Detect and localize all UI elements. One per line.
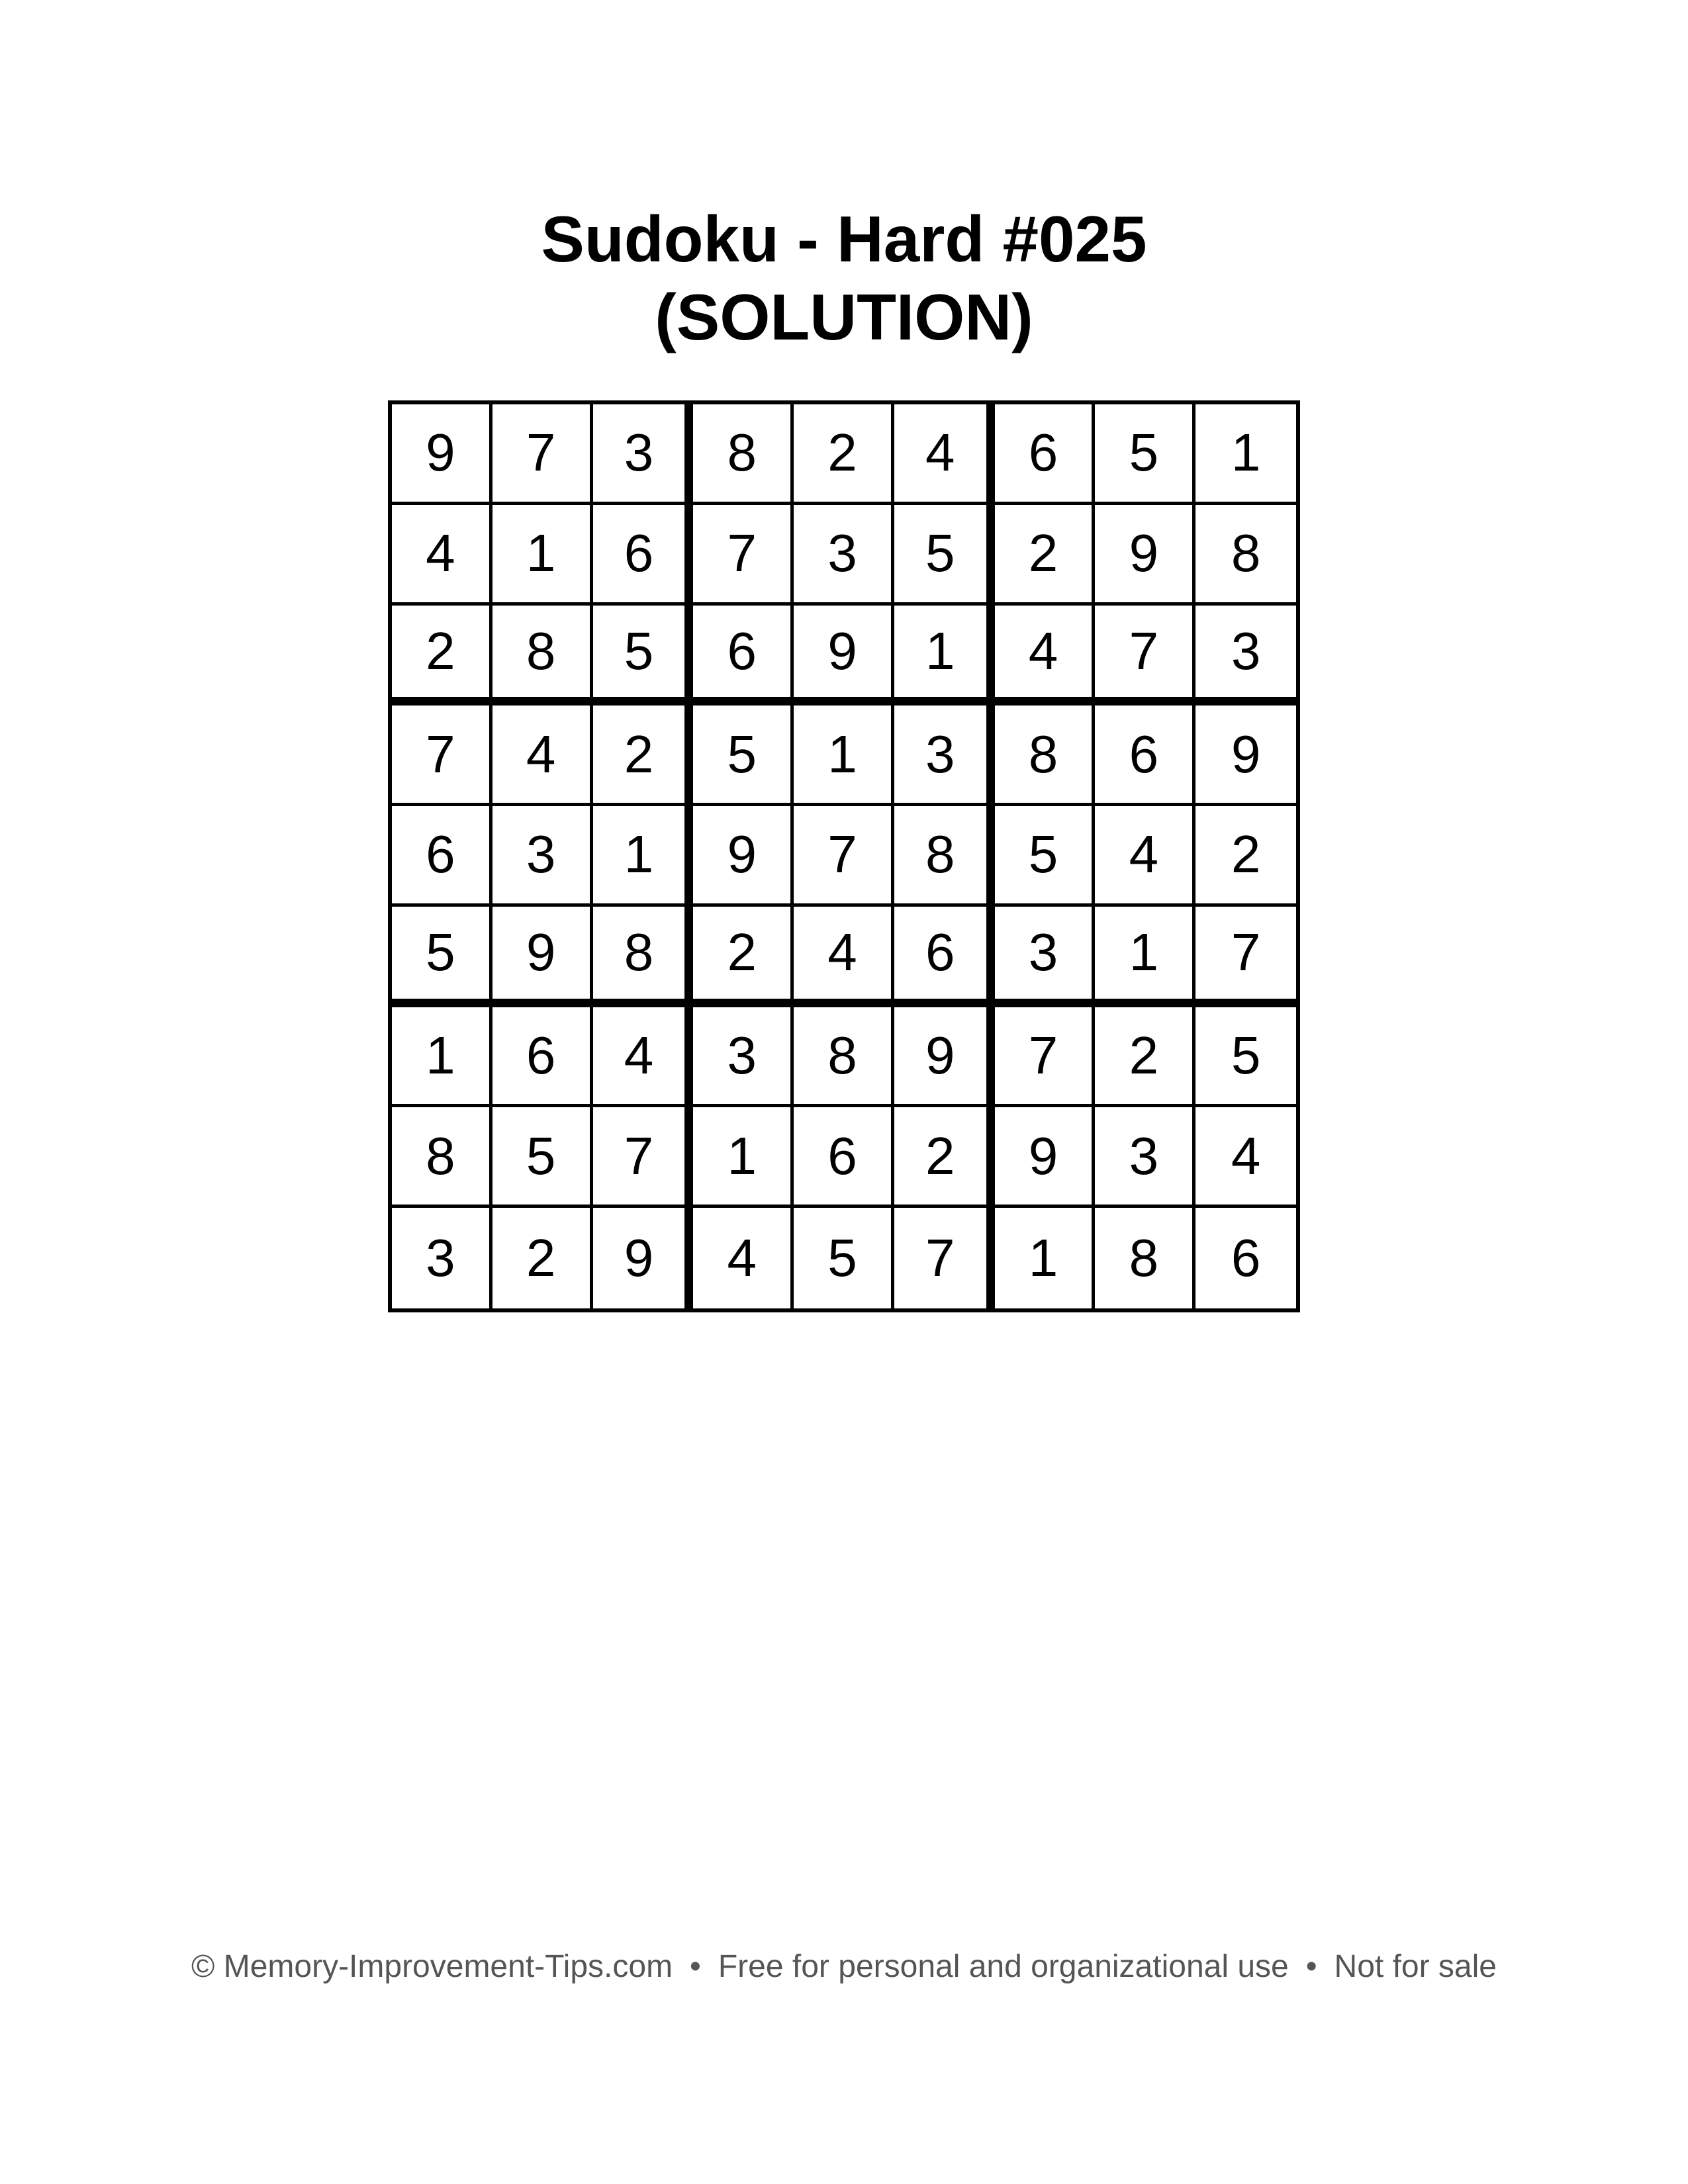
sudoku-cell: 1 [894, 606, 995, 706]
sudoku-cell: 3 [794, 505, 894, 606]
sudoku-cell: 9 [593, 1208, 694, 1308]
sudoku-cell: 5 [794, 1208, 894, 1308]
sudoku-cell: 3 [894, 705, 995, 806]
sudoku-cell: 2 [995, 505, 1096, 606]
sudoku-cell: 5 [392, 907, 492, 1007]
sudoku-cell: 2 [794, 404, 894, 505]
footer [0, 1948, 1688, 1985]
sudoku-cell: 5 [995, 806, 1096, 907]
sudoku-cell: 4 [1095, 806, 1196, 907]
sudoku-cell: 7 [693, 505, 794, 606]
sudoku-cell: 1 [1196, 404, 1296, 505]
sudoku-cell: 5 [593, 606, 694, 706]
sudoku-cell: 3 [392, 1208, 492, 1308]
sudoku-cell: 1 [593, 806, 694, 907]
puzzle-title-line2: (SOLUTION) [655, 281, 1033, 353]
sudoku-cell: 1 [392, 1007, 492, 1108]
sudoku-cell: 7 [794, 806, 894, 907]
sudoku-cell: 1 [492, 505, 593, 606]
sudoku-cell: 2 [593, 705, 694, 806]
sudoku-cell: 4 [995, 606, 1096, 706]
sudoku-cell: 4 [794, 907, 894, 1007]
sudoku-cell: 7 [995, 1007, 1096, 1108]
sudoku-cell: 1 [995, 1208, 1096, 1308]
sudoku-cell: 4 [492, 705, 593, 806]
sudoku-cell: 5 [492, 1107, 593, 1208]
sudoku-cell: 4 [1196, 1107, 1296, 1208]
sudoku-cell: 9 [1196, 705, 1296, 806]
sudoku-cell: 8 [693, 404, 794, 505]
sudoku-cell: 5 [894, 505, 995, 606]
sudoku-cell: 8 [492, 606, 593, 706]
sudoku-cell: 3 [1095, 1107, 1196, 1208]
sudoku-cell: 4 [894, 404, 995, 505]
puzzle-title [0, 200, 1688, 356]
sudoku-cell: 6 [593, 505, 694, 606]
sudoku-cell: 6 [492, 1007, 593, 1108]
sudoku-cell: 9 [492, 907, 593, 1007]
sudoku-cell: 8 [392, 1107, 492, 1208]
sudoku-cell: 7 [392, 705, 492, 806]
sudoku-cell: 6 [1095, 705, 1196, 806]
puzzle-title-line1: Sudoku - Hard #025 [541, 203, 1147, 275]
sudoku-cell: 1 [1095, 907, 1196, 1007]
sudoku-cell: 5 [693, 705, 794, 806]
sudoku-cell: 9 [995, 1107, 1096, 1208]
sudoku-cell: 3 [593, 404, 694, 505]
sudoku-cell: 8 [1196, 505, 1296, 606]
footer-separator: • [1305, 1949, 1317, 1984]
footer-usage: Free for personal and organizational use [718, 1949, 1289, 1984]
sudoku-cell: 8 [894, 806, 995, 907]
sudoku-cell: 3 [1196, 606, 1296, 706]
sudoku-cell: 7 [894, 1208, 995, 1308]
sudoku-cell: 1 [794, 705, 894, 806]
sudoku-cell: 8 [995, 705, 1096, 806]
sudoku-cell: 5 [1196, 1007, 1296, 1108]
sudoku-cell: 9 [1095, 505, 1196, 606]
footer-separator: • [690, 1949, 701, 1984]
sudoku-cell: 6 [693, 606, 794, 706]
sudoku-cell: 2 [894, 1107, 995, 1208]
sudoku-cell: 2 [492, 1208, 593, 1308]
sudoku-cell: 7 [492, 404, 593, 505]
sudoku-cell: 6 [794, 1107, 894, 1208]
sudoku-cell: 2 [1095, 1007, 1196, 1108]
sudoku-cell: 7 [1095, 606, 1196, 706]
sudoku-cell: 2 [693, 907, 794, 1007]
sudoku-cell: 3 [492, 806, 593, 907]
sudoku-cell: 9 [392, 404, 492, 505]
sudoku-cell: 8 [794, 1007, 894, 1108]
sudoku-cell: 3 [693, 1007, 794, 1108]
sudoku-cell: 3 [995, 907, 1096, 1007]
sudoku-cell: 6 [995, 404, 1096, 505]
sudoku-cell: 7 [593, 1107, 694, 1208]
sudoku-cell: 6 [894, 907, 995, 1007]
sudoku-cell: 8 [593, 907, 694, 1007]
sudoku-cell: 4 [392, 505, 492, 606]
sudoku-cell: 6 [1231, 1228, 1261, 1288]
sudoku-cell: 9 [894, 1007, 995, 1108]
sudoku-cell: 2 [392, 606, 492, 706]
sudoku-cell: 1 [693, 1107, 794, 1208]
sudoku-cell: 7 [1196, 907, 1296, 1007]
sudoku-grid [388, 400, 1300, 1312]
sudoku-cell: 5 [1095, 404, 1196, 505]
sudoku-cell: 4 [593, 1007, 694, 1108]
sudoku-cell: 6 [392, 806, 492, 907]
sudoku-cell: 4 [693, 1208, 794, 1308]
sudoku-cell: 2 [1196, 806, 1296, 907]
sudoku-cell: 8 [1095, 1208, 1196, 1308]
sudoku-cell: 9 [693, 806, 794, 907]
sudoku-cell: 9 [794, 606, 894, 706]
footer-copyright: © Memory-Improvement-Tips.com [191, 1949, 673, 1984]
footer-sale: Not for sale [1334, 1949, 1497, 1984]
